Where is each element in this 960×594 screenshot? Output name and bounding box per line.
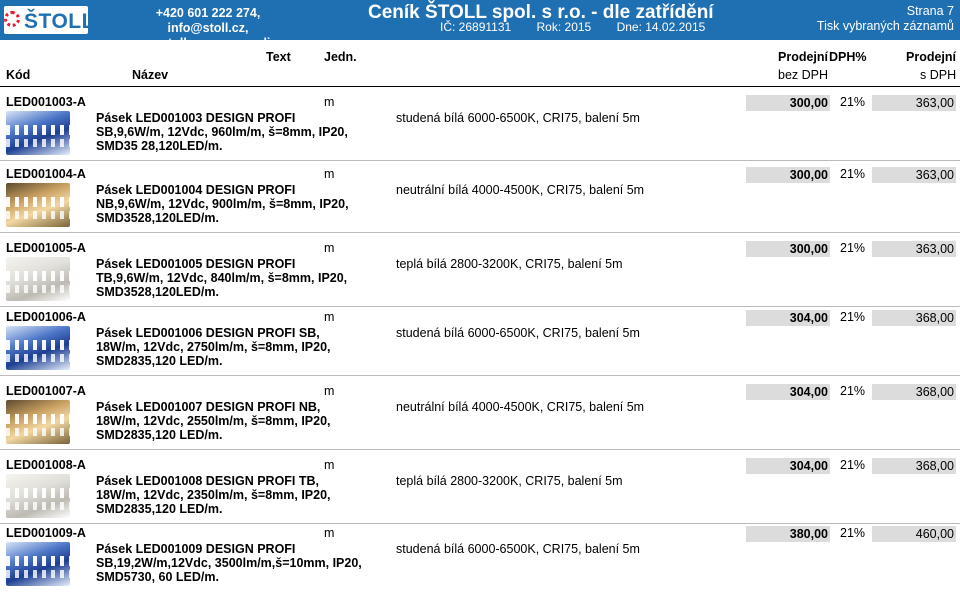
price-gross: 368,00 bbox=[872, 458, 956, 474]
price-net: 304,00 bbox=[746, 458, 830, 474]
print-date: Dne: 14.02.2015 bbox=[616, 20, 706, 34]
col-code: Kód bbox=[6, 68, 31, 82]
header-divider bbox=[0, 86, 960, 87]
product-name: Pásek LED001003 DESIGN PROFI SB,9,6W/m, 12Vdc, 960lm/m, š=8mm, IP20, SMD35 28,120LED/m. bbox=[96, 111, 348, 153]
price-gross: 363,00 bbox=[872, 241, 956, 257]
price-net: 304,00 bbox=[746, 384, 830, 400]
product-code: LED001003-A bbox=[6, 95, 86, 109]
product-description: teplá bílá 2800-3200K, CRI75, balení 5m bbox=[396, 474, 623, 488]
contact-line-2: www.stoll.cz, www.eveli.cz bbox=[128, 36, 288, 50]
product-row bbox=[0, 526, 960, 592]
product-code: LED001004-A bbox=[6, 167, 86, 181]
product-row bbox=[0, 95, 960, 161]
product-code: LED001005-A bbox=[6, 241, 86, 255]
price-gross: 368,00 bbox=[872, 384, 956, 400]
product-unit: m bbox=[324, 241, 335, 255]
page-header bbox=[0, 0, 960, 50]
product-image bbox=[6, 111, 70, 155]
contact-info bbox=[118, 6, 298, 51]
product-name: Pásek LED001008 DESIGN PROFI TB, 18W/m, 12Vdc, 2350lm/m, š=8mm, IP20, SMD2835,120 LED/m. bbox=[96, 474, 331, 516]
product-name: Pásek LED001007 DESIGN PROFI NB, 18W/m, 12Vdc, 2550lm/m, š=8mm, IP20, SMD2835,120 LED/m. bbox=[96, 400, 331, 442]
row-divider bbox=[0, 449, 960, 450]
price-gross: 368,00 bbox=[872, 310, 956, 326]
product-unit: m bbox=[324, 458, 335, 472]
logo-text: ŠTOLL bbox=[24, 10, 95, 33]
vat-rate: 21% bbox=[840, 310, 866, 324]
product-description: teplá bílá 2800-3200K, CRI75, balení 5m bbox=[396, 257, 623, 271]
price-net: 304,00 bbox=[746, 310, 830, 326]
product-unit: m bbox=[324, 310, 335, 324]
logo bbox=[4, 6, 95, 34]
col-price-gross-sub: s DPH bbox=[920, 68, 957, 82]
row-divider bbox=[0, 375, 960, 376]
product-row bbox=[0, 241, 960, 307]
row-divider bbox=[0, 523, 960, 524]
product-row bbox=[0, 458, 960, 524]
product-unit: m bbox=[324, 167, 335, 181]
product-image bbox=[6, 474, 70, 518]
col-price-gross: Prodejní bbox=[906, 50, 957, 64]
product-row bbox=[0, 384, 960, 450]
product-description: studená bílá 6000-6500K, CRI75, balení 5m bbox=[396, 111, 640, 125]
vat-rate: 21% bbox=[840, 95, 866, 109]
contact-line-1: +420 601 222 274, info@stoll.cz, bbox=[155, 6, 261, 35]
product-code: LED001008-A bbox=[6, 458, 86, 472]
product-description: studená bílá 6000-6500K, CRI75, balení 5m bbox=[396, 326, 640, 340]
product-unit: m bbox=[324, 95, 335, 109]
col-text: Text bbox=[266, 50, 291, 64]
product-image bbox=[6, 542, 70, 586]
price-net: 300,00 bbox=[746, 241, 830, 257]
product-description: neutrální bílá 4000-4500K, CRI75, balení 5m bbox=[396, 400, 645, 414]
vat-rate: 21% bbox=[840, 167, 866, 181]
col-unit: Jedn. bbox=[324, 50, 357, 64]
report-type: Tisk vybraných záznamů bbox=[816, 19, 954, 33]
product-row bbox=[0, 310, 960, 376]
row-divider bbox=[0, 232, 960, 233]
product-image bbox=[6, 400, 70, 444]
page-number: Strana 7 bbox=[906, 4, 954, 18]
logo-wheel-icon bbox=[4, 11, 20, 27]
col-vat: DPH% bbox=[829, 50, 867, 64]
price-gross: 363,00 bbox=[872, 95, 956, 111]
product-name: Pásek LED001005 DESIGN PROFI TB,9,6W/m, 12Vdc, 840lm/m, š=8mm, IP20, SMD3528,120LED/m. bbox=[96, 257, 348, 299]
product-image bbox=[6, 183, 70, 227]
vat-rate: 21% bbox=[840, 458, 866, 472]
vat-rate: 21% bbox=[840, 241, 866, 255]
product-name: Pásek LED001004 DESIGN PROFI NB,9,6W/m, 12Vdc, 900lm/m, š=8mm, IP20, SMD3528,120LED/m. bbox=[96, 183, 349, 225]
product-unit: m bbox=[324, 384, 335, 398]
product-row bbox=[0, 167, 960, 233]
row-divider bbox=[0, 306, 960, 307]
product-name: Pásek LED001006 DESIGN PROFI SB, 18W/m, 12Vdc, 2750lm/m, š=8mm, IP20, SMD2835,120 LED/m. bbox=[96, 326, 331, 368]
product-name: Pásek LED001009 DESIGN PROFI SB,19,2W/m,12Vdc, 3500lm/m,š=10mm, IP20, SMD5730, 60 LED/m. bbox=[96, 542, 362, 584]
price-net: 380,00 bbox=[746, 526, 830, 542]
price-gross: 363,00 bbox=[872, 167, 956, 183]
document-title: Ceník ŠTOLL spol. s r.o. - dle zatřídění bbox=[368, 2, 714, 23]
vat-rate: 21% bbox=[840, 384, 866, 398]
vat-rate: 21% bbox=[840, 526, 866, 540]
product-image bbox=[6, 326, 70, 370]
product-code: LED001007-A bbox=[6, 384, 86, 398]
col-name: Název bbox=[132, 68, 169, 82]
product-unit: m bbox=[324, 526, 335, 540]
product-code: LED001009-A bbox=[6, 526, 86, 540]
page-info bbox=[817, 4, 954, 34]
price-gross: 460,00 bbox=[872, 526, 956, 542]
row-divider bbox=[0, 160, 960, 161]
col-price-net-sub: bez DPH bbox=[778, 68, 829, 82]
product-image bbox=[6, 257, 70, 301]
year: Rok: 2015 bbox=[536, 20, 592, 34]
price-net: 300,00 bbox=[746, 95, 830, 111]
product-code: LED001006-A bbox=[6, 310, 86, 324]
document-meta bbox=[440, 20, 727, 34]
product-description: studená bílá 6000-6500K, CRI75, balení 5m bbox=[396, 542, 640, 556]
col-price-net: Prodejní bbox=[778, 50, 829, 64]
price-net: 300,00 bbox=[746, 167, 830, 183]
company-id: IČ: 26891131 bbox=[440, 20, 512, 34]
product-description: neutrální bílá 4000-4500K, CRI75, balení 5m bbox=[396, 183, 645, 197]
